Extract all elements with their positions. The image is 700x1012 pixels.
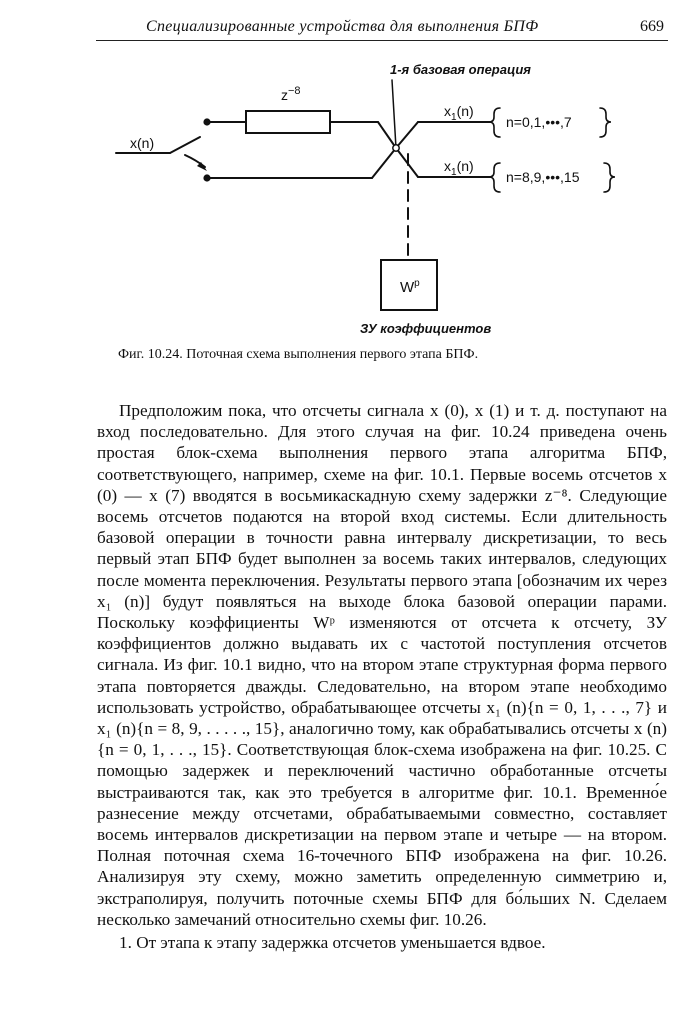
butterfly-line-2 xyxy=(372,148,396,178)
brace-left-1 xyxy=(489,108,500,137)
running-title: Специализированные устройства для выполнения БПФ xyxy=(146,18,539,35)
brace-right-1 xyxy=(600,108,611,137)
body-text xyxy=(97,400,667,953)
paragraph: Предположим пока, что отсчеты сигнала x (0), x (1) и т. д. поступают на вход последовательно. Для этого случая на фиг. 10.24 приведена очень простая блок-схема выполнения первого этапа алгоритма БПФ, соответствующего, например, схеме на фиг. 10.1. Первые восемь отсчетов x (0) — x (7) вводятся в восьмикаскадную схему задержки z⁻⁸. Следующие восемь отсчетов подаются на второй вход системы. Если длительность базовой операции в точности равна интервалу дискретизации, то весь первый этап БПФ будет выполнен за восемь таких интервалов, следующих после момента переключения. Результаты первого этапа [обозначим их через x₁ (n)] будут появляться на выходе блока базовой операции парами. Поскольку коэффициенты Wᵖ изменяются от отсчета к отсчету, ЗУ коэффициентов должно выдавать их с частотой поступления отсчетов сигнала. Из фиг. 10.1 видно, что на втором этапе структурная форма первого этапа повторяется дважды. Следовательно, на втором этапе необходимо использовать устройство, обрабатывающее отсчеты x₁ (n){n = 0, 1, . . ., 7} и x₁ (n){n = 8, 9, . . . . ., 15}, аналогично тому, как обрабатывались отсчеты x (n) {n = 0, 1, . . ., 15}. Соответствующая блок-схема изображена на фиг. 10.25. С помощью задержек и переключений частично обработанные отсчеты выстраиваются так, как это требуется в алгоритме фиг. 10.1. Временно́е разнесение между отсчетами, обрабатываемыми совместно, составляет восемь интервалов дискретизации на первом этапе и четыре — на втором. Полная поточная схема 16-точечного БПФ изображена на фиг. 10.26. Анализируя эту схему, можно заметить определенную симметрию и, экстраполируя, получить поточные схемы БПФ для бо́льших N. Сделаем несколько замечаний относительно схемы фиг. 10.26. xyxy=(97,401,667,929)
label-coeff-memory: ЗУ коэффициентов xyxy=(360,321,492,336)
switch-contact-upper xyxy=(203,118,210,125)
page-header xyxy=(96,14,668,41)
delay-block xyxy=(246,111,330,133)
brace-left-2 xyxy=(489,163,500,192)
label-input: x(n) xyxy=(130,135,155,151)
block-diagram xyxy=(0,50,700,340)
figure-caption: Фиг. 10.24. Поточная схема выполнения первого этапа БПФ. xyxy=(118,347,479,362)
label-base-op: 1-я базовая операция xyxy=(390,62,531,77)
label-index-set-1: n=0,1,•••,7 xyxy=(506,114,572,130)
label-twiddle: $W^p$ xyxy=(400,278,420,296)
butterfly-line-1 xyxy=(378,122,396,148)
label-index-set-2: n=8,9,•••,15 xyxy=(506,169,580,185)
page-number: 669 xyxy=(640,18,664,35)
label-output-1: $x_1(n)$ xyxy=(444,103,474,123)
label-output-2: $x_1(n)$ xyxy=(444,158,474,178)
switch-contact-lower xyxy=(203,174,210,181)
label-delay: $z^{-8}$ xyxy=(281,85,301,103)
base-op-pointer xyxy=(392,80,396,148)
paragraph: 1. От этапа к этапу задержка отсчетов уменьшается вдвое. xyxy=(119,933,546,953)
brace-right-2 xyxy=(604,163,615,192)
switch-arm xyxy=(170,137,200,153)
butterfly-node xyxy=(393,145,399,151)
